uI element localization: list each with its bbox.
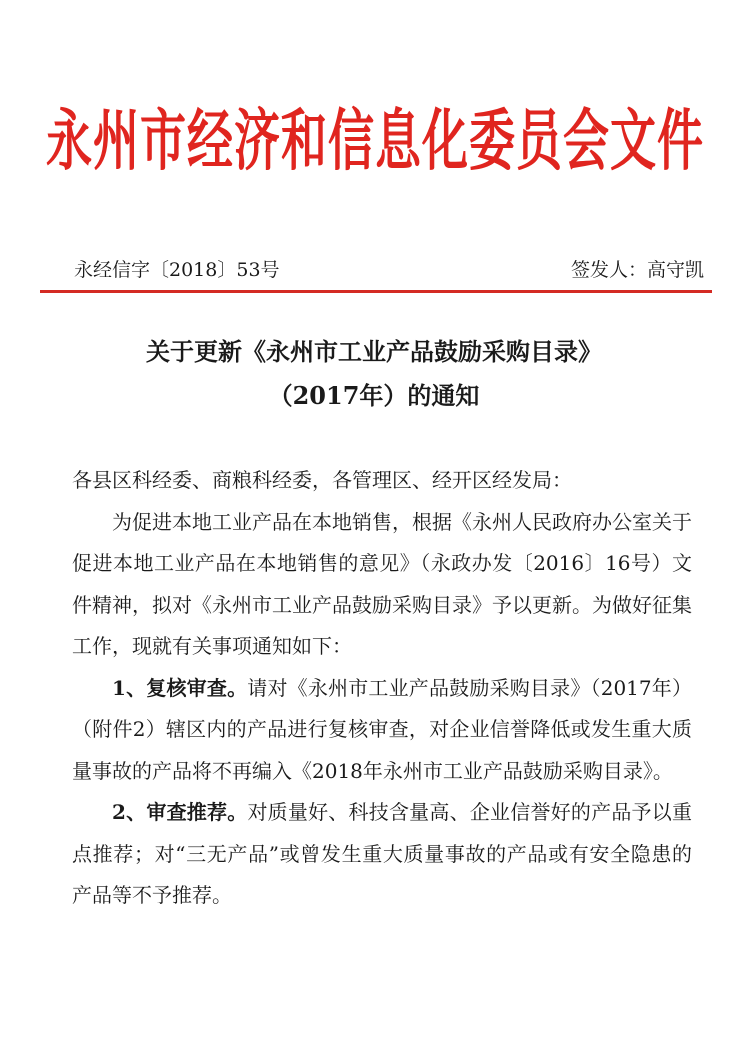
salutation: 各县区科经委、商粮科经委，各管理区、经开区经发局：	[72, 468, 572, 492]
item-1	[72, 668, 692, 793]
item-1-heading: 1、复核审查。	[112, 675, 248, 700]
masthead-title: 永州市经济和信息化委员会文件	[46, 101, 704, 180]
title-line-2: （2017年）的通知	[268, 381, 480, 410]
item-1-text: 请对《永州市工业产品鼓励采购目录》（2017年）（附件2）辖区内的产品进行复核审查，对企业信誉降低或发生重大质量事故的产品将不再编入《2018年永州市工业产品鼓励采购目录》。	[72, 675, 692, 783]
document-number: 永经信字〔2018〕53号	[74, 259, 280, 281]
document-title	[40, 330, 708, 418]
signer: 签发人：高守凯	[570, 259, 704, 281]
title-line-1: 关于更新《永州市工业产品鼓励采购目录》	[146, 337, 602, 366]
item-2	[72, 792, 692, 917]
red-divider	[40, 290, 712, 293]
paragraph-intro: 为促进本地工业产品在本地销售，根据《永州人民政府办公室关于促进本地工业产品在本地销售的意见》（永政办发〔2016〕16号）文件精神，拟对《永州市工业产品鼓励采购目录》予以更新。为做好征集工作，现就有关事项通知如下：	[72, 509, 692, 658]
item-2-text: 对质量好、科技含量高、企业信誉好的产品予以重点推荐；对“三无产品”或曾发生重大质量事故的产品或有安全隐患的产品等不予推荐。	[72, 800, 692, 907]
item-2-heading: 2、审查推荐。	[112, 800, 248, 824]
document-body	[72, 460, 692, 917]
